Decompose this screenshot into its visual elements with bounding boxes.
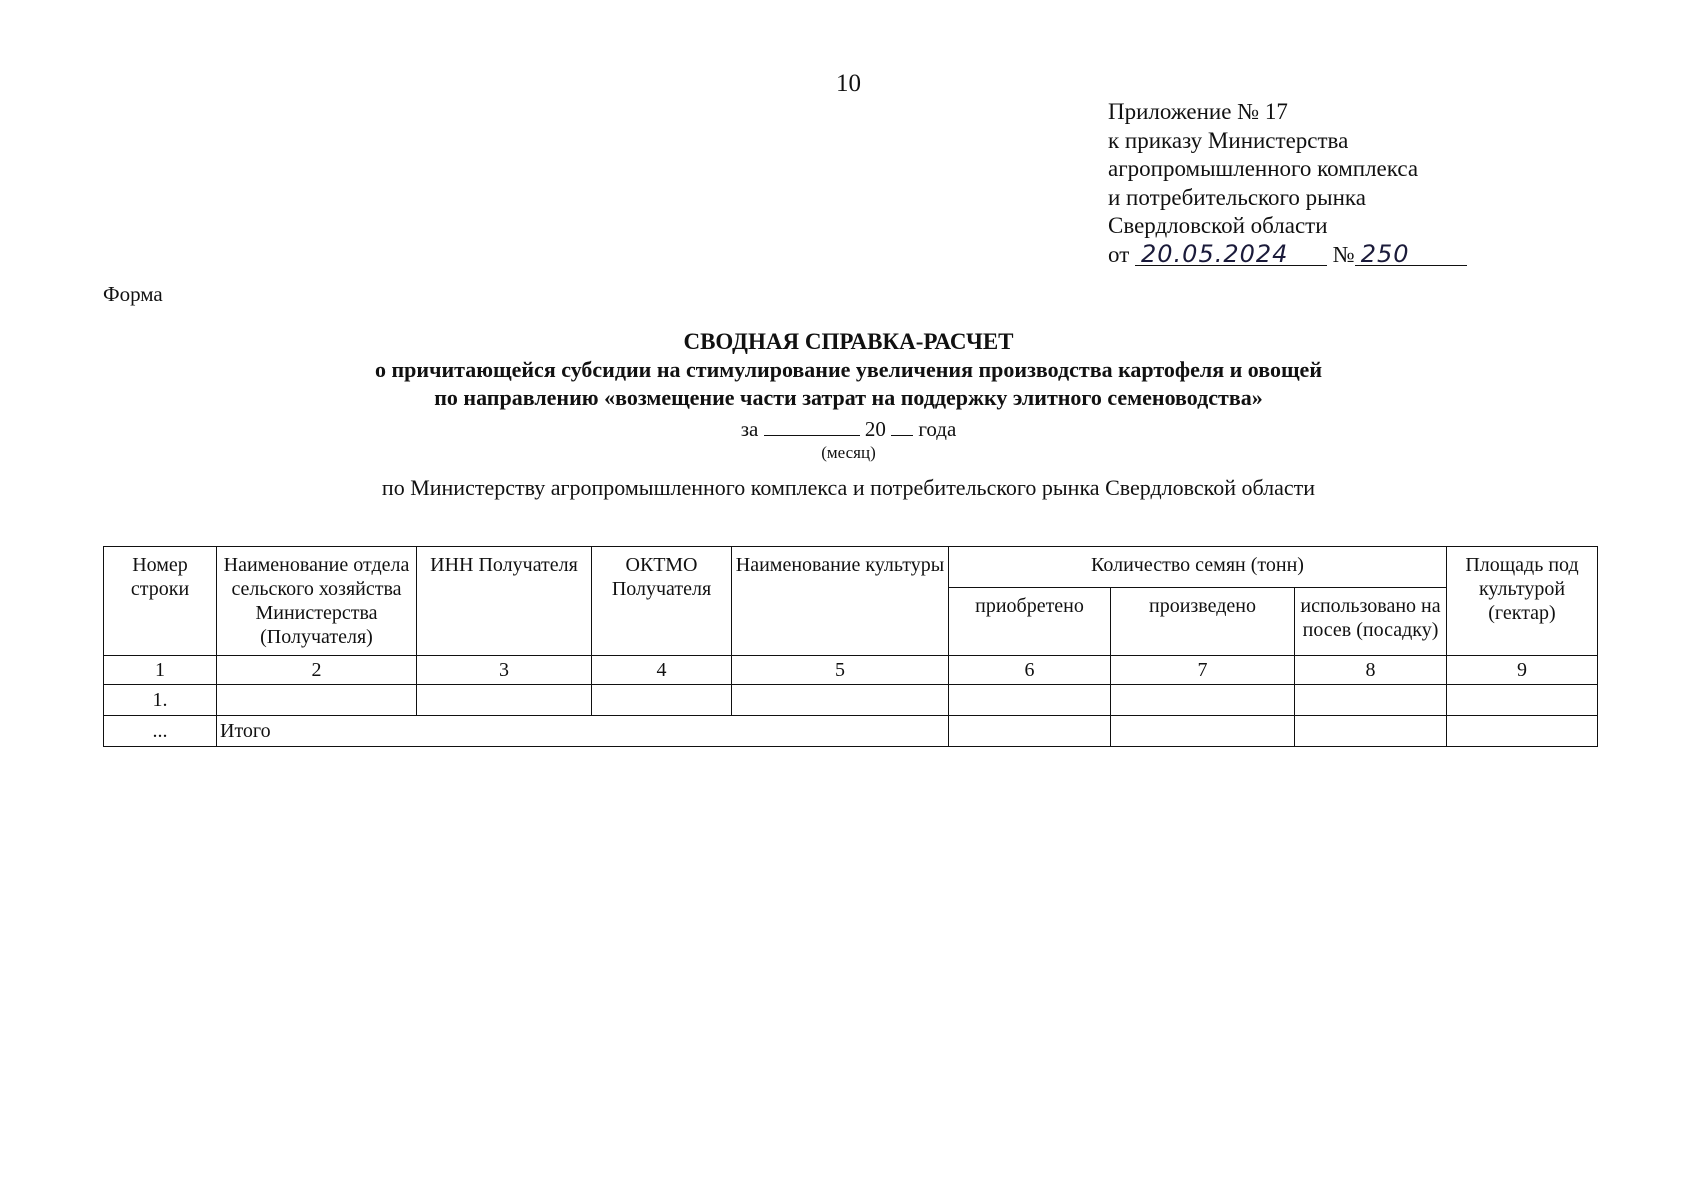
table-cell <box>1111 716 1295 747</box>
handwritten-date: 20.05.2024 <box>1135 243 1327 266</box>
table-cell <box>732 685 949 716</box>
appendix-date-line <box>1108 241 1467 270</box>
appendix-line: агропромышленного комплекса <box>1108 156 1419 181</box>
header-culture: Наименование культуры <box>732 547 949 656</box>
column-number: 5 <box>732 656 949 685</box>
table-cell <box>949 685 1111 716</box>
period-prefix: за <box>740 417 759 441</box>
table-cell <box>417 685 592 716</box>
table-cell <box>592 685 732 716</box>
appendix-line: Свердловской области <box>1108 213 1328 238</box>
table-header-row <box>104 547 1598 588</box>
row-number-cell: 1. <box>104 685 217 716</box>
column-number-row <box>104 656 1598 685</box>
form-label: Форма <box>103 282 163 306</box>
column-number: 3 <box>417 656 592 685</box>
total-label: Итого <box>217 716 949 747</box>
column-number: 2 <box>217 656 417 685</box>
year-blank <box>891 419 913 436</box>
summary-table <box>103 546 1598 747</box>
table-row <box>104 685 1598 716</box>
table-cell <box>1295 716 1447 747</box>
table-cell <box>1111 685 1295 716</box>
period-year: 20 <box>864 417 886 441</box>
header-inn: ИНН Получателя <box>417 547 592 656</box>
period-suffix: года <box>918 417 957 441</box>
column-number: 8 <box>1295 656 1447 685</box>
header-area: Площадь под культурой (гектар) <box>1447 547 1598 656</box>
header-used: использовано на посев (посадку) <box>1295 588 1447 656</box>
header-row-number: Номер строки <box>104 547 217 656</box>
page-number: 10 <box>836 70 861 97</box>
document-heading <box>0 327 1697 502</box>
period-line <box>0 416 1697 442</box>
appendix-line: к приказу Министерства <box>1108 127 1349 153</box>
date-prefix: от <box>1108 241 1130 267</box>
header-department: Наименование отдела сельского хозяйства Министерства (Получателя) <box>217 547 417 656</box>
ministry-line: по Министерству агропромышленного комплекса и потребительского рынка Свердловской области <box>381 475 1316 500</box>
document-title: СВОДНАЯ СПРАВКА-РАСЧЕТ <box>683 329 1014 354</box>
table-cell <box>1295 685 1447 716</box>
header-seeds-group: Количество семян (тонн) <box>949 547 1447 588</box>
header-produced: произведено <box>1111 588 1295 656</box>
appendix-line: Приложение № 17 <box>1108 99 1288 124</box>
document-subtitle: по направлению «возмещение части затрат на поддержку элитного семеноводства» <box>434 385 1263 410</box>
month-caption: (месяц) <box>821 443 876 462</box>
number-prefix: № <box>1332 241 1355 267</box>
appendix-line: и потребительского рынка <box>1108 184 1366 210</box>
table-cell <box>217 685 417 716</box>
column-number: 1 <box>104 656 217 685</box>
total-row <box>104 716 1598 747</box>
document-subtitle: о причитающейся субсидии на стимулирование увеличения производства картофеля и овощей <box>374 357 1322 382</box>
header-oktmo: ОКТМО Получателя <box>592 547 732 656</box>
table-cell <box>1447 685 1598 716</box>
header-purchased: приобретено <box>949 588 1111 656</box>
column-number: 4 <box>592 656 732 685</box>
table-cell <box>949 716 1111 747</box>
month-blank <box>764 419 860 436</box>
column-number: 6 <box>949 656 1111 685</box>
appendix-block <box>1108 98 1467 269</box>
table-cell <box>1447 716 1598 747</box>
column-number: 7 <box>1111 656 1295 685</box>
column-number: 9 <box>1447 656 1598 685</box>
row-number-cell: ... <box>104 716 217 747</box>
handwritten-order-number: 250 <box>1355 243 1467 266</box>
